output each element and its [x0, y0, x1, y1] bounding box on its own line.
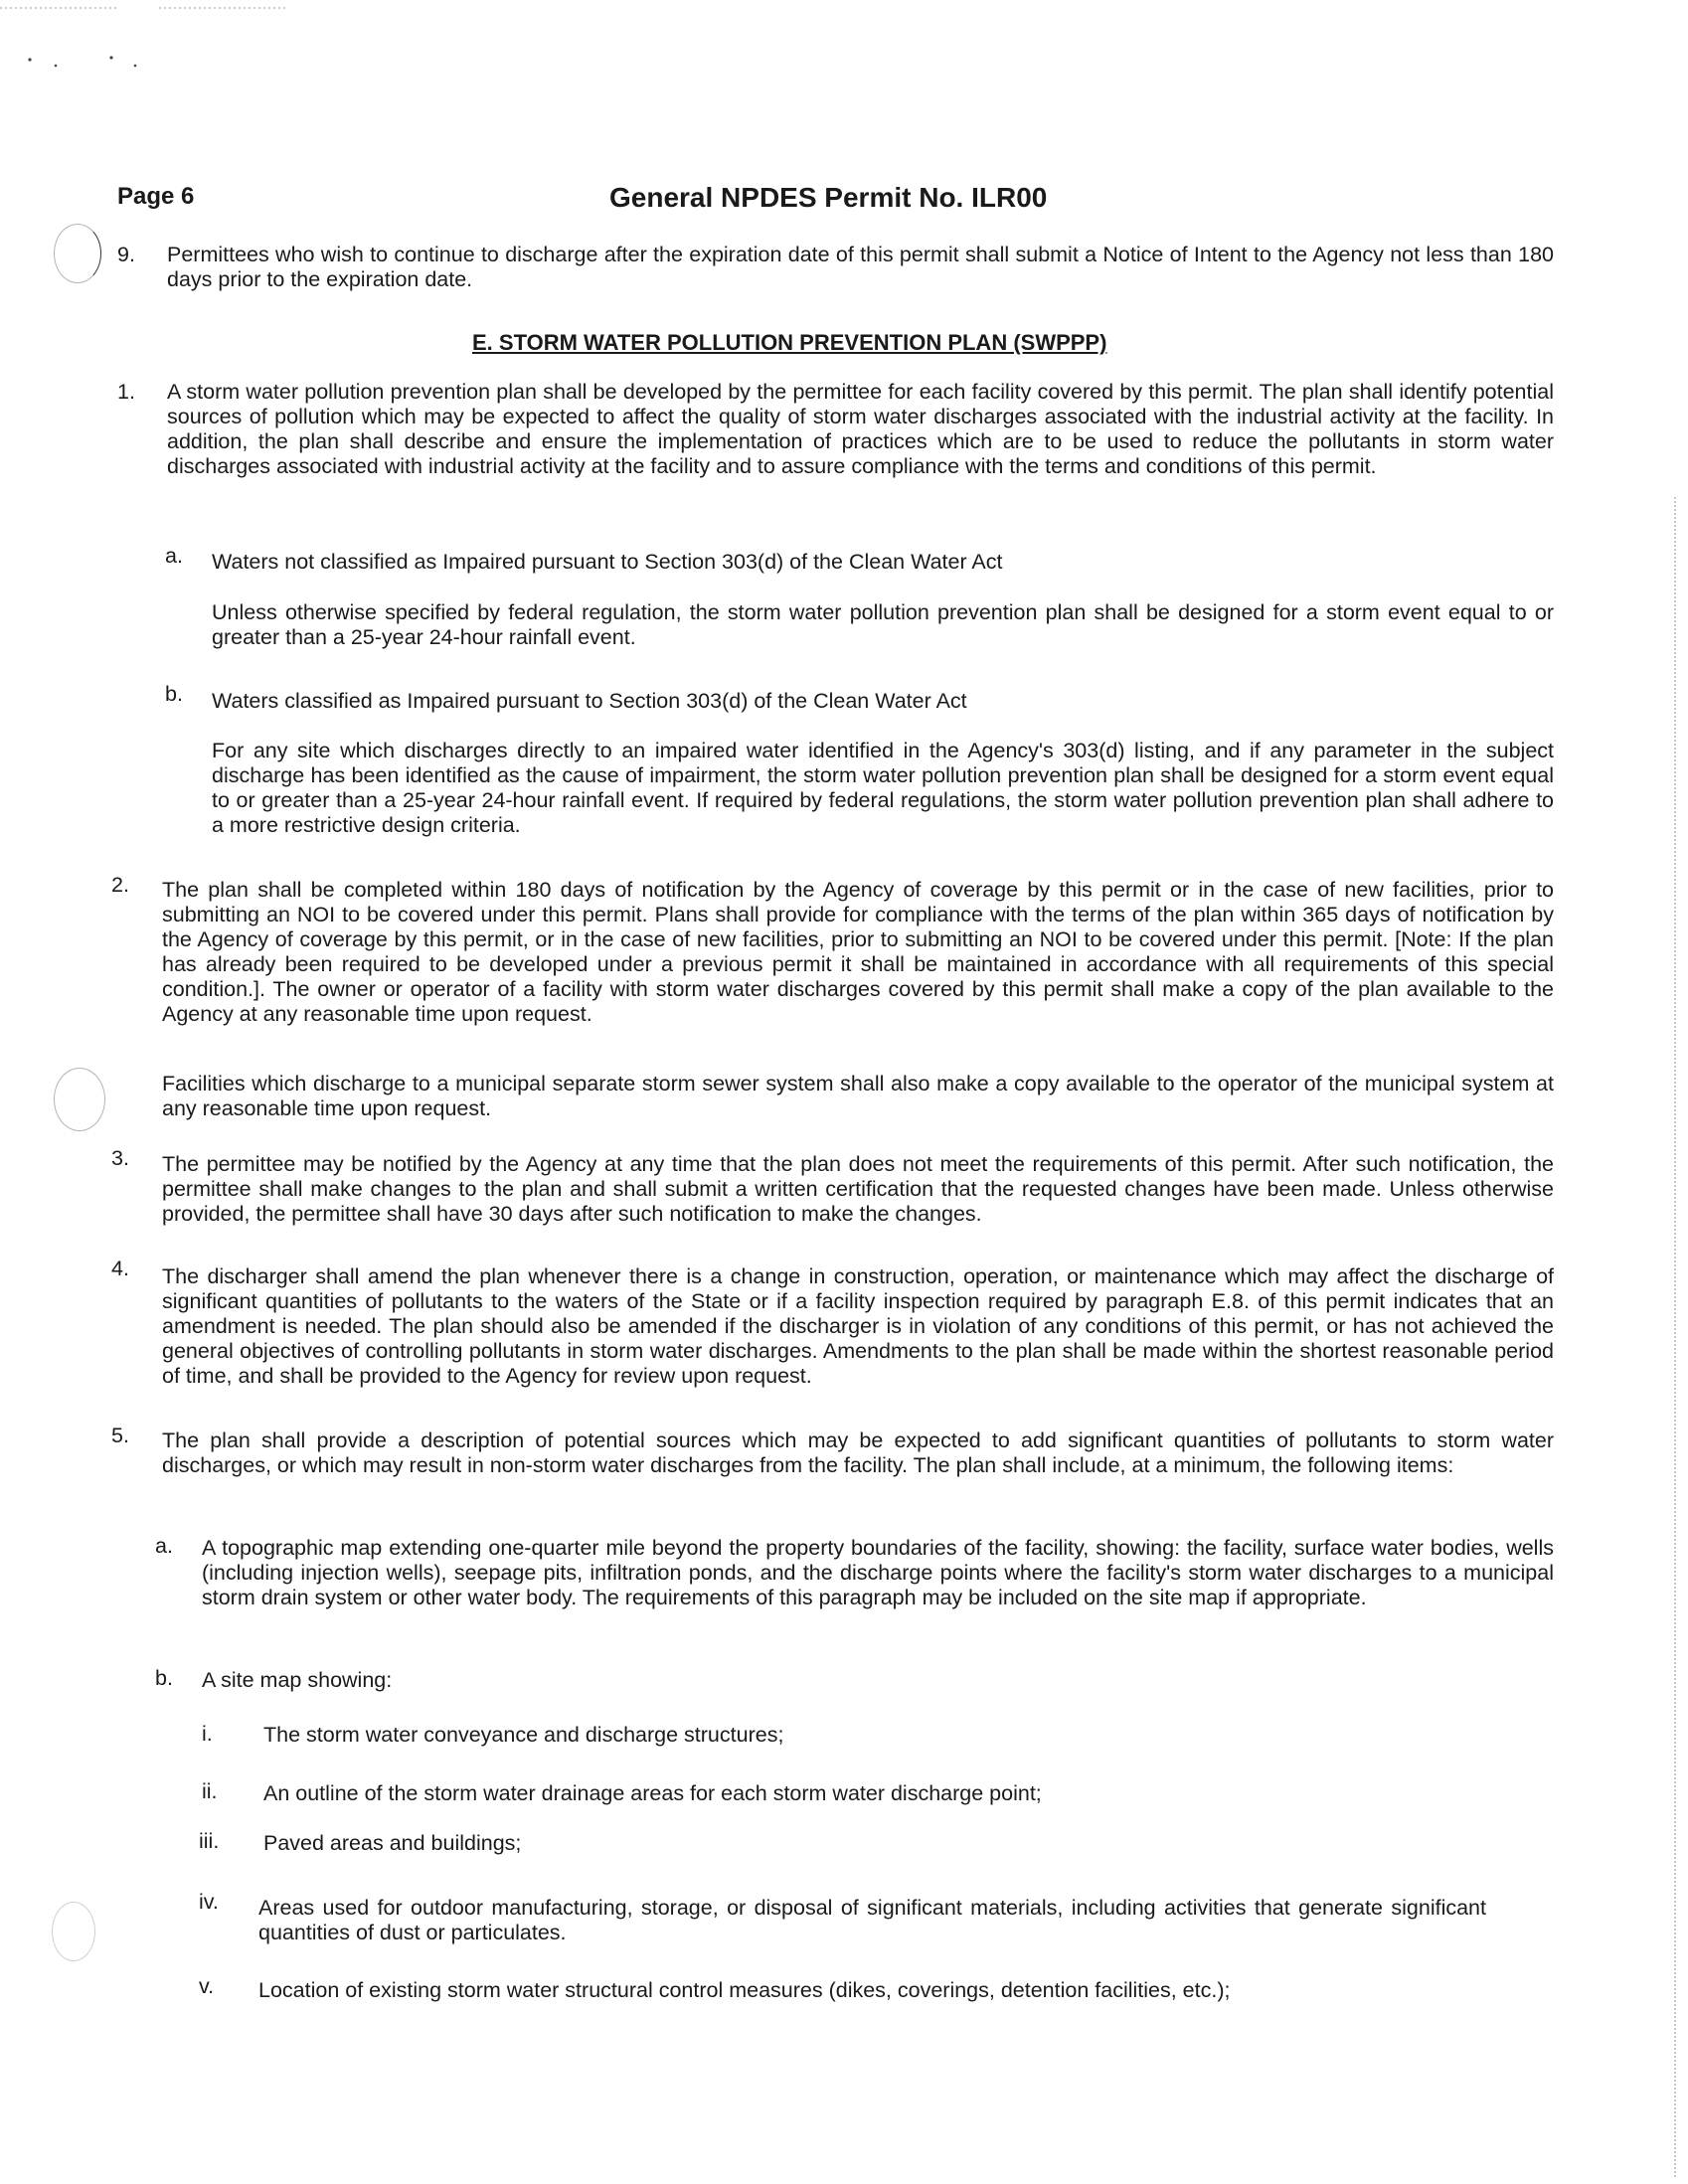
item-number: 1. — [117, 380, 135, 404]
item-number: 3. — [111, 1146, 129, 1170]
item-number: 2. — [111, 873, 129, 897]
page-number: Page 6 — [117, 183, 195, 210]
punch-hole-mark — [54, 224, 101, 283]
subitem-letter: b. — [165, 682, 183, 706]
roman-item-text: Areas used for outdoor manufacturing, storage, or disposal of significant materials, including activities that generate significant quantities of dust or particulates. — [258, 1896, 1486, 1944]
roman-numeral: i. — [202, 1722, 213, 1746]
subitem-text: A site map showing: — [202, 1668, 393, 1692]
roman-item-text: Paved areas and buildings; — [263, 1831, 522, 1855]
item-text: The plan shall provide a description of potential sources which may be expected to add significant quantities of pollutants to storm water discharges, or which may result in non-storm water discharges from the facility. The plan shall include, at a minimum, the following items: — [162, 1428, 1554, 1477]
roman-numeral: iii. — [199, 1829, 220, 1853]
scan-artifacts — [0, 0, 1688, 80]
item-text: The discharger shall amend the plan whenever there is a change in construction, operation, or maintenance which may affect the discharge of significant quantities of pollutants to the waters of the State or if a facility inspection required by paragraph E.8. of this permit indicates that an amendment is needed. The plan should also be amended if the discharger is in violation of any conditions of this permit, or has not achieved the general objectives of controlling pollutants in storm water discharges. Amendments to the plan shall be made within the shortest reasonable period of time, and shall be provided to the Agency for review upon request. — [162, 1264, 1554, 1388]
roman-numeral: v. — [199, 1974, 215, 1998]
punch-hole-mark — [54, 1068, 105, 1131]
roman-numeral: iv. — [199, 1890, 219, 1914]
section-heading: E. STORM WATER POLLUTION PREVENTION PLAN (SWPPP) — [472, 330, 1107, 355]
item-extra-text: Facilities which discharge to a municipal separate storm sewer system shall also make a copy available to the operator of the municipal system at any reasonable time upon request. — [162, 1072, 1554, 1120]
subitem-text: A topographic map extending one-quarter mile beyond the property boundaries of the facility, showing: the facility, surface water bodies, wells (including injection wells), seepage pits, infiltration ponds, and the discharge points where the facility's storm water discharges to a municipal storm drain system or other water body. The requirements of this paragraph may be included on the site map if appropriate. — [202, 1536, 1554, 1609]
item-text: The plan shall be completed within 180 days of notification by the Agency of coverage by this permit or in the case of new facilities, prior to submitting an NOI to be covered under this permit. Plans shall provide for compliance with the terms of the plan within 365 days of notification by the Agency of coverage by this permit, or in the case of new facilities, prior to submitting an NOI to be covered under this permit. [Note: If the plan has already been required to be developed under a previous permit it shall be maintained in accordance with all requirements of this special condition.]. The owner or operator of a facility with storm water discharges covered by this permit shall make a copy of the plan available to the Agency at any reasonable time upon request. — [162, 878, 1554, 1026]
roman-numeral: ii. — [202, 1779, 218, 1803]
item-text: Permittees who wish to continue to discharge after the expiration date of this permit shall submit a Notice of Intent to the Agency not less than 180 days prior to the expiration date. — [167, 243, 1554, 291]
permit-title: General NPDES Permit No. ILR00 — [609, 182, 1048, 213]
item-number: 9. — [117, 243, 135, 266]
subitem-letter: b. — [155, 1666, 173, 1690]
punch-hole-mark — [52, 1902, 95, 1961]
subitem-title: Waters classified as Impaired pursuant to Section 303(d) of the Clean Water Act — [212, 689, 967, 713]
subitem-title: Waters not classified as Impaired pursuant to Section 303(d) of the Clean Water Act — [212, 550, 1003, 574]
item-text: A storm water pollution prevention plan shall be developed by the permittee for each facility covered by this permit. The plan shall identify potential sources of pollution which may be expected to affect the quality of storm water discharges associated with the industrial activity at the facility. In addition, the plan shall describe and ensure the implementation of practices which are to be used to reduce the pollutants in storm water discharges associated with industrial activity at the facility and to assure compliance with the terms and conditions of this permit. — [167, 380, 1554, 478]
roman-item-text: An outline of the storm water drainage areas for each storm water discharge point; — [263, 1781, 1042, 1805]
roman-item-text: The storm water conveyance and discharge structures; — [263, 1723, 784, 1747]
item-text: The permittee may be notified by the Agency at any time that the plan does not meet the requirements of this permit. After such notification, the permittee shall make changes to the plan and shall submit a written certification that the requested changes have been made. Unless otherwise provided, the permittee shall have 30 days after such notification to make the changes. — [162, 1152, 1554, 1226]
scan-edge — [1672, 497, 1676, 2177]
roman-item-text: Location of existing storm water structural control measures (dikes, coverings, detention facilities, etc.); — [258, 1978, 1231, 2002]
subitem-text: For any site which discharges directly to an impaired water identified in the Agency's 303(d) listing, and if any parameter in the subject discharge has been identified as the cause of impairment, the storm water pollution prevention plan shall be designed for a storm event equal to or greater than a 25-year 24-hour rainfall event. If required by federal regulations, the storm water pollution prevention plan shall adhere to a more restrictive design criteria. — [212, 739, 1554, 837]
subitem-letter: a. — [155, 1534, 173, 1558]
subitem-text: Unless otherwise specified by federal regulation, the storm water pollution prevention plan shall be designed for a storm event equal to or greater than a 25-year 24-hour rainfall event. — [212, 600, 1554, 649]
item-number: 4. — [111, 1257, 129, 1280]
subitem-letter: a. — [165, 544, 183, 568]
item-number: 5. — [111, 1424, 129, 1447]
